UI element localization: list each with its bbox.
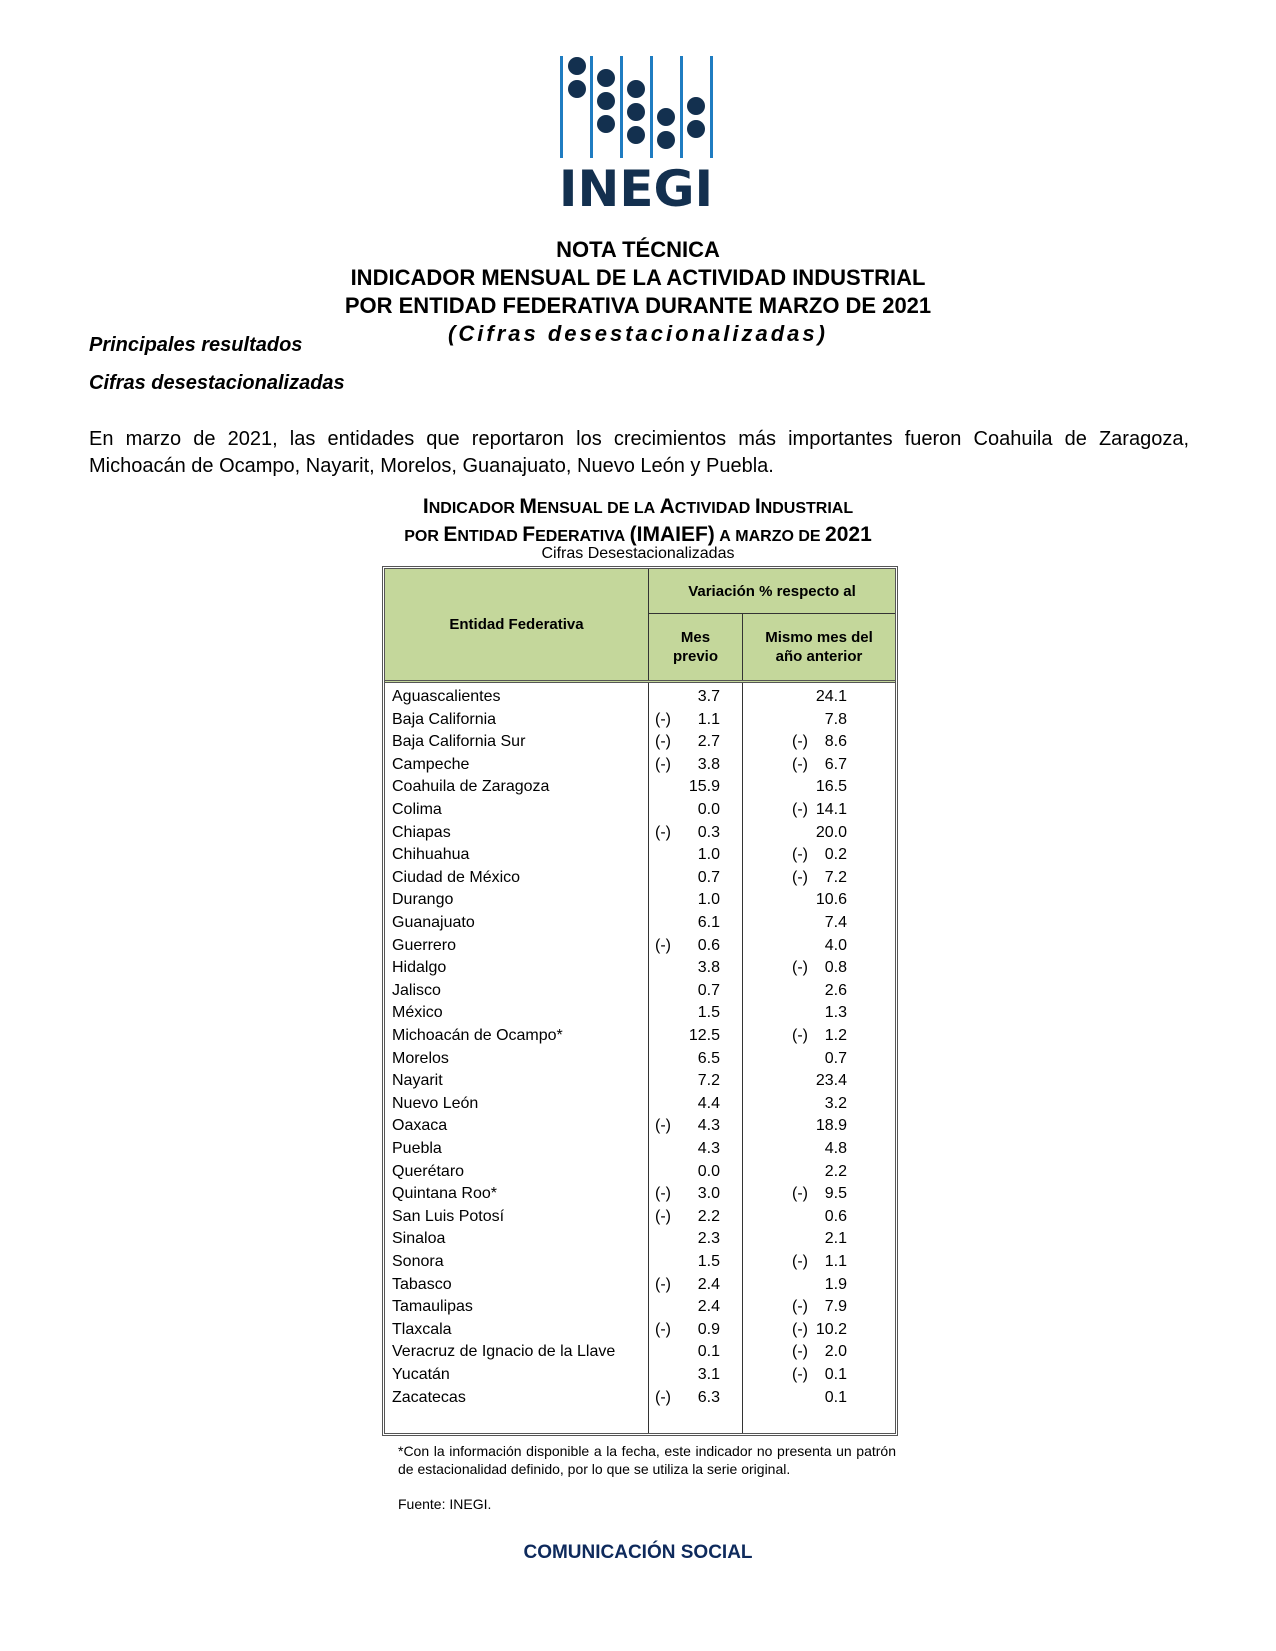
cell-number: 14.1	[815, 801, 847, 818]
entity-name: Tabasco	[392, 1275, 452, 1293]
negative-marker: (-)	[655, 1275, 671, 1293]
negative-marker: (-)	[655, 1320, 671, 1338]
cell-number: 23.4	[815, 1072, 847, 1090]
entity-name: Quintana Roo*	[392, 1185, 497, 1203]
negative-marker: (-)	[792, 1027, 808, 1044]
cell-number: 10.6	[815, 891, 847, 909]
cell-number: 4.8	[824, 1140, 847, 1157]
entity-name: Hidalgo	[392, 959, 447, 977]
table-row	[385, 956, 895, 979]
table-title-line-2: POR ENTIDAD FEDERATIVA (IMAIEF) A MARZO DE 2021	[404, 523, 872, 546]
cell-number: 4.0	[824, 936, 847, 954]
entity-name: Zacatecas	[392, 1388, 466, 1406]
document-title	[0, 236, 1276, 348]
table-row	[385, 685, 895, 708]
cell-number: 0.0	[697, 801, 720, 818]
cell-number: 10.2	[815, 1320, 847, 1338]
negative-marker: (-)	[792, 1366, 808, 1383]
negative-marker: (-)	[792, 1298, 808, 1316]
cell-number: 0.6	[697, 936, 720, 954]
negative-marker: (-)	[655, 733, 671, 751]
negative-marker: (-)	[792, 846, 808, 864]
negative-marker: (-)	[792, 733, 808, 751]
cell-number: 4.4	[697, 1094, 720, 1112]
cell-number: 1.2	[824, 1027, 847, 1044]
cell-number: 4.3	[697, 1140, 720, 1157]
table-subtitle: Cifras Desestacionalizadas	[541, 545, 735, 562]
header-same-month-prev-year	[743, 614, 895, 680]
table-row	[385, 1386, 895, 1409]
cell-number: 16.5	[815, 778, 847, 796]
cell-number: 9.5	[824, 1185, 847, 1203]
negative-marker: (-)	[655, 1185, 671, 1203]
table-row	[385, 911, 895, 934]
entity-name: Nuevo León	[392, 1094, 479, 1112]
cell-number: 0.3	[697, 823, 720, 841]
entity-name: Michoacán de Ocampo*	[392, 1027, 563, 1044]
entity-name: Puebla	[392, 1140, 442, 1157]
negative-marker: (-)	[792, 755, 808, 773]
table-row	[385, 1114, 895, 1137]
entity-name: Nayarit	[392, 1072, 443, 1090]
negative-marker: (-)	[792, 1185, 808, 1203]
cell-number: 7.2	[824, 868, 847, 886]
cell-number: 1.5	[697, 1004, 720, 1022]
entity-name: Chihuahua	[392, 846, 470, 864]
table-row	[385, 1047, 895, 1070]
cell-number: 0.6	[824, 1207, 847, 1225]
cell-number: 4.3	[697, 1117, 720, 1135]
header-year-line-2: año anterior	[775, 648, 863, 665]
entity-name: Coahuila de Zaragoza	[392, 778, 550, 796]
entity-name: Durango	[392, 891, 454, 909]
entity-name: Guerrero	[392, 936, 457, 954]
inegi-logo	[560, 56, 720, 210]
cell-number: 0.1	[697, 1343, 720, 1361]
table-row	[385, 708, 895, 731]
inegi-logo-icon	[560, 56, 720, 210]
header-prev-month	[649, 614, 742, 680]
title-line-2: INDICADOR MENSUAL DE LA ACTIVIDAD INDUSTRIAL	[350, 265, 926, 290]
cell-number: 3.7	[697, 688, 720, 705]
table-title-line-1: INDICADOR MENSUAL DE LA ACTIVIDAD INDUSTRIAL	[422, 495, 854, 518]
entity-name: Baja California Sur	[392, 733, 526, 751]
cell-number: 15.9	[688, 778, 720, 796]
table-row	[385, 798, 895, 821]
cell-number: 3.8	[697, 959, 720, 977]
entity-name: Baja California	[392, 710, 497, 728]
table-row	[385, 888, 895, 911]
negative-marker: (-)	[792, 868, 808, 886]
cell-number: 2.6	[824, 981, 847, 999]
table-header	[385, 569, 895, 683]
cell-number: 0.0	[697, 1162, 720, 1180]
cell-number: 2.3	[697, 1230, 720, 1248]
entity-name: Yucatán	[392, 1366, 450, 1383]
summary-paragraph: En marzo de 2021, las entidades que reportaron los crecimientos más importantes fueron Coahuila de Zaragoza, Michoacán de Ocampo, Nayarit, Morelos, Guanajuato, Nuevo León y Puebla.	[89, 428, 1189, 477]
table-row	[385, 1340, 895, 1363]
cell-number: 0.2	[824, 846, 847, 864]
header-prev-line-2: previo	[672, 648, 718, 665]
footer-communication: COMUNICACIÓN SOCIAL	[523, 1542, 753, 1563]
table-row	[385, 730, 895, 753]
cell-number: 3.2	[824, 1094, 847, 1112]
cell-number: 1.9	[824, 1275, 847, 1293]
table-row	[385, 1295, 895, 1318]
cell-number: 8.6	[824, 733, 847, 751]
entity-name: Morelos	[392, 1049, 449, 1067]
negative-marker: (-)	[792, 1320, 808, 1338]
cell-number: 6.7	[824, 755, 847, 773]
negative-marker: (-)	[655, 1207, 671, 1225]
entity-name: Colima	[392, 801, 442, 818]
negative-marker: (-)	[792, 1253, 808, 1270]
cell-number: 3.1	[697, 1366, 720, 1383]
negative-marker: (-)	[792, 959, 808, 977]
cell-number: 0.7	[697, 981, 720, 999]
source-note: Fuente: INEGI.	[398, 1496, 492, 1512]
cell-number: 0.7	[697, 868, 720, 886]
header-entity: Entidad Federativa	[449, 616, 584, 633]
table-row	[385, 934, 895, 957]
table-row	[385, 979, 895, 1002]
cell-number: 7.9	[824, 1298, 847, 1316]
table-row	[385, 866, 895, 889]
cell-number: 6.5	[697, 1049, 720, 1067]
table-row	[385, 753, 895, 776]
header-prev-line-1: Mes	[680, 629, 711, 646]
table-row	[385, 843, 895, 866]
cell-number: 20.0	[815, 823, 847, 841]
table-row	[385, 1227, 895, 1250]
table-row	[385, 1273, 895, 1296]
entity-name: Tlaxcala	[392, 1320, 452, 1338]
table-row	[385, 821, 895, 844]
entity-name: Guanajuato	[392, 914, 475, 931]
cell-number: 0.1	[824, 1388, 847, 1406]
entity-name: Campeche	[392, 755, 470, 773]
entity-name: Chiapas	[392, 823, 451, 841]
cell-number: 6.1	[697, 914, 720, 931]
table-row	[385, 1137, 895, 1160]
entity-name: México	[392, 1004, 443, 1022]
negative-marker: (-)	[792, 1343, 808, 1361]
table-row	[385, 1182, 895, 1205]
table-row	[385, 1001, 895, 1024]
cell-number: 7.4	[824, 914, 847, 931]
header-variation: Variación % respecto al	[649, 569, 895, 614]
negative-marker: (-)	[655, 755, 671, 773]
data-table	[382, 566, 898, 1436]
table-row	[385, 1092, 895, 1115]
cell-number: 7.8	[824, 710, 847, 728]
negative-marker: (-)	[655, 823, 671, 841]
section-heading-results: Principales resultados	[89, 334, 303, 356]
cell-number: 18.9	[815, 1117, 847, 1135]
table-row	[385, 1250, 895, 1273]
cell-number: 6.3	[697, 1388, 720, 1406]
negative-marker: (-)	[655, 1388, 671, 1406]
entity-name: Ciudad de México	[392, 868, 521, 886]
cell-number: 0.8	[824, 959, 847, 977]
table-body	[385, 683, 895, 1433]
cell-number: 2.1	[824, 1230, 847, 1248]
entity-name: Oaxaca	[392, 1117, 448, 1135]
table-row	[385, 775, 895, 798]
cell-number: 2.2	[824, 1162, 847, 1180]
cell-number: 1.1	[697, 710, 720, 728]
cell-number: 1.0	[697, 891, 720, 909]
entity-name: Querétaro	[392, 1162, 465, 1180]
entity-name: Aguascalientes	[392, 688, 501, 705]
entity-name: Sinaloa	[392, 1230, 446, 1248]
cell-number: 1.0	[697, 846, 720, 864]
entity-name: Tamaulipas	[392, 1298, 473, 1316]
cell-number: 1.5	[697, 1253, 720, 1270]
negative-marker: (-)	[655, 710, 671, 728]
cell-number: 1.1	[824, 1253, 847, 1270]
table-title	[0, 494, 1276, 550]
cell-number: 2.2	[697, 1207, 720, 1225]
table-row	[385, 1205, 895, 1228]
entity-name: Veracruz de Ignacio de la Llave	[392, 1343, 616, 1361]
title-line-1: NOTA TÉCNICA	[556, 237, 720, 262]
section-heading-seasonal: Cifras desestacionalizadas	[89, 372, 345, 394]
negative-marker: (-)	[792, 801, 808, 818]
cell-number: 2.0	[824, 1343, 847, 1361]
cell-number: 3.0	[697, 1185, 720, 1203]
header-year-line-1: Mismo mes del	[765, 629, 873, 646]
cell-number: 7.2	[697, 1072, 720, 1090]
entity-name: Sonora	[392, 1253, 444, 1270]
cell-number: 2.4	[697, 1275, 720, 1293]
entity-name: Jalisco	[392, 981, 441, 999]
cell-number: 3.8	[697, 755, 720, 773]
negative-marker: (-)	[655, 1117, 671, 1135]
cell-number: 2.4	[697, 1298, 720, 1316]
table-row	[385, 1024, 895, 1047]
table-row	[385, 1363, 895, 1386]
cell-number: 1.3	[824, 1004, 847, 1022]
cell-number: 0.9	[697, 1320, 720, 1338]
cell-number: 12.5	[688, 1027, 720, 1044]
cell-number: 24.1	[815, 688, 847, 705]
cell-number: 0.7	[824, 1049, 847, 1067]
cell-number: 2.7	[697, 733, 720, 751]
title-subtitle: (Cifras desestacionalizadas)	[448, 321, 828, 346]
title-line-3: POR ENTIDAD FEDERATIVA DURANTE MARZO DE 2021	[344, 293, 932, 318]
logo-text: INEGI	[560, 160, 714, 210]
table-row	[385, 1318, 895, 1341]
footnote: *Con la información disponible a la fecha, este indicador no presenta un patrón de estacionalidad definido, por lo que se utiliza la serie original.	[398, 1443, 896, 1477]
negative-marker: (-)	[655, 936, 671, 954]
cell-number: 0.1	[824, 1366, 847, 1383]
table-row	[385, 1160, 895, 1183]
table-row	[385, 1069, 895, 1092]
entity-name: San Luis Potosí	[392, 1207, 505, 1225]
